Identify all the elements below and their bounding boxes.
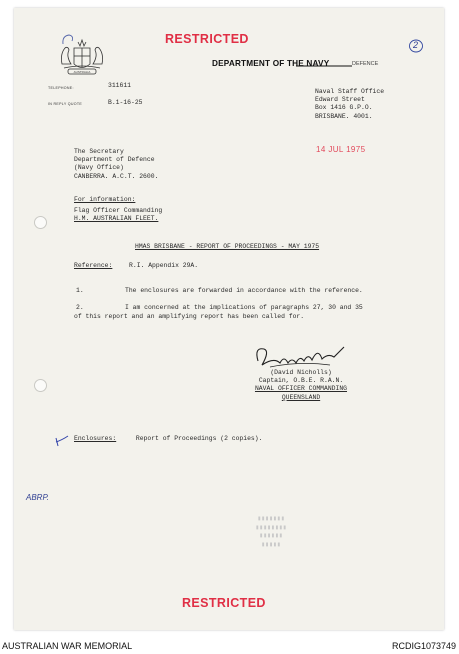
signatory-rank: Captain, O.B.E. R.A.N. bbox=[258, 377, 344, 385]
recipient-line: The Secretary bbox=[74, 148, 124, 155]
punch-hole bbox=[34, 216, 47, 229]
handwritten-tick-icon bbox=[52, 434, 72, 448]
paragraph-1-text: The enclosures are forwarded in accordance with the reference. bbox=[125, 287, 363, 294]
received-date-stamp: 14 JUL 1975 bbox=[316, 145, 366, 154]
recipient-line: Department of Defence bbox=[74, 156, 155, 164]
enclosures-value: Report of Proceedings (2 copies). bbox=[135, 435, 263, 442]
address-line: Box 1416 G.P.O. bbox=[315, 104, 373, 112]
strikeout-mark bbox=[294, 61, 354, 71]
svg-text:AUSTRALIA: AUSTRALIA bbox=[73, 70, 91, 74]
signatory-title: QUEENSLAND bbox=[281, 393, 321, 401]
enclosures-line bbox=[74, 435, 262, 443]
signature-block bbox=[242, 369, 360, 402]
reference-label: Reference: bbox=[74, 262, 113, 269]
info-line: Flag Officer Commanding bbox=[74, 207, 163, 215]
paragraph-2-continuation: of this report and an amplifying report has been called for. bbox=[74, 313, 305, 320]
paragraph-line: I am concerned at the implications of paragraphs 27, 30 and 35 bbox=[125, 304, 363, 311]
paragraph-1-number: 1. bbox=[76, 287, 84, 294]
footer-archive-name: AUSTRALIAN WAR MEMORIAL bbox=[2, 641, 133, 651]
signatory-name: (David Nicholls) bbox=[270, 369, 332, 376]
info-line: H.M. AUSTRALIAN FLEET. bbox=[74, 215, 159, 223]
reference-value: R.I. Appendix 29A. bbox=[129, 262, 199, 269]
footer-record-id: RCDIG1073749 bbox=[391, 641, 456, 651]
subject-line: HMAS BRISBANE - REPORT OF PROCEEDINGS - MAY 1975 bbox=[135, 243, 320, 250]
for-information-label: For information: bbox=[74, 196, 136, 203]
address-line: BRISBANE. 4001. bbox=[315, 112, 373, 120]
reference-line bbox=[74, 262, 198, 270]
department-name: DEPARTMENT OF THE NAVY bbox=[212, 59, 330, 68]
paragraph-2-text bbox=[125, 304, 363, 312]
reply-reference: B.1-16-25 bbox=[108, 99, 143, 106]
punch-hole bbox=[34, 379, 47, 392]
handwritten-annotation: ABRP. bbox=[26, 493, 49, 502]
enclosures-label: Enclosures: bbox=[74, 435, 117, 442]
sender-address bbox=[315, 88, 384, 121]
reply-quote-label: IN REPLY QUOTE bbox=[48, 102, 83, 106]
bleed-through-stamp: ▮▮▮▮▮▮▮ ▮▮▮▮▮▮▮▮ ▮▮▮▮▮▮ ▮▮▮▮▮ bbox=[255, 515, 287, 548]
recipient-line: CANBERRA. A.C.T. 2600. bbox=[74, 172, 159, 180]
telephone-number: 311611 bbox=[108, 82, 132, 89]
for-information-block bbox=[74, 196, 162, 224]
paragraph-2-number: 2. bbox=[76, 304, 84, 311]
telephone-label: TELEPHONE: bbox=[48, 86, 74, 90]
recipient-address bbox=[74, 148, 158, 181]
document-page bbox=[14, 8, 444, 630]
address-line: Edward Street bbox=[315, 96, 365, 104]
page-number: 2 bbox=[413, 40, 419, 50]
restricted-bottom-marking: RESTRICTED bbox=[182, 596, 266, 610]
recipient-line: (Navy Office) bbox=[74, 164, 124, 172]
department-overlay: DEFENCE bbox=[352, 61, 379, 67]
restricted-top-marking: RESTRICTED bbox=[165, 32, 249, 46]
handwritten-mark-icon bbox=[60, 32, 78, 48]
signatory-title: NAVAL OFFICER COMMANDING bbox=[254, 385, 348, 393]
address-line: Naval Staff Office bbox=[315, 88, 385, 95]
signature-mark bbox=[250, 339, 350, 373]
